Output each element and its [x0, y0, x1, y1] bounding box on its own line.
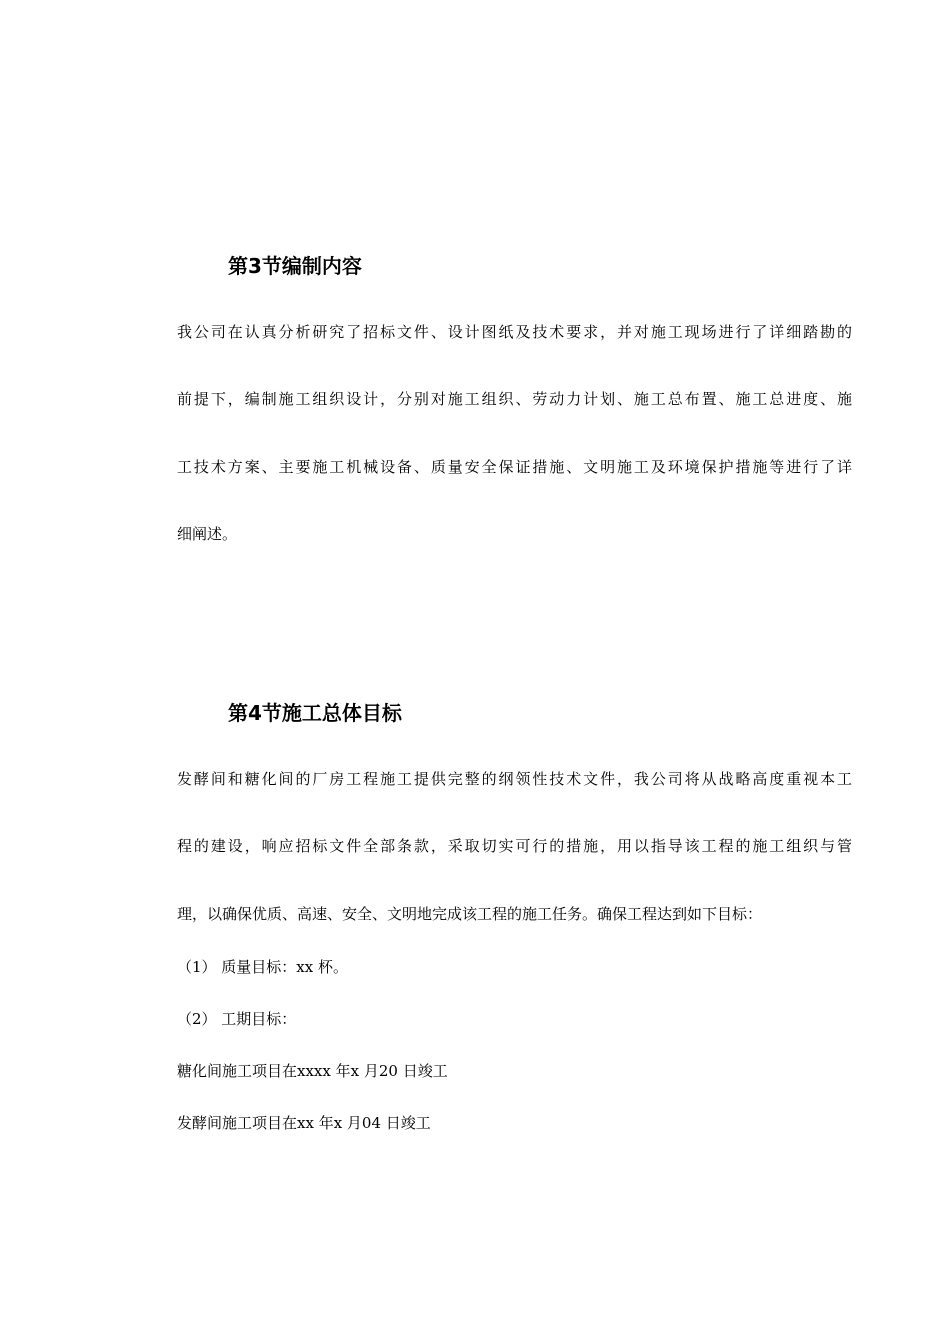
quality-target-item: （1） 质量目标：xx 杯。 — [177, 958, 348, 976]
section-4-heading: 第4节施工总体目标 — [228, 701, 402, 725]
section-3-paragraph-line-2: 前提下，编制施工组织设计，分别对施工组织、劳动力计划、施工总布置、施工总进度、施 — [177, 390, 852, 408]
schedule-target-item: （2） 工期目标： — [177, 1010, 297, 1028]
section-4-paragraph-line-1: 发酵间和糖化间的厂房工程施工提供完整的纲领性技术文件，我公司将从战略高度重视本工 — [177, 770, 852, 788]
section-4-paragraph-line-3: 理，以确保优质、高速、安全、文明地完成该工程的施工任务。确保工程达到如下目标： — [177, 905, 763, 923]
section-3-heading: 第3节编制内容 — [228, 254, 362, 278]
section-3-paragraph-line-4: 细阐述。 — [177, 525, 238, 543]
section-3-paragraph-line-1: 我公司在认真分析研究了招标文件、设计图纸及技术要求，并对施工现场进行了详细踏勘的 — [177, 323, 852, 341]
saccharification-completion-line: 糖化间施工项目在xxxx 年x 月20 日竣工 — [177, 1062, 448, 1080]
fermentation-completion-line: 发酵间施工项目在xx 年x 月04 日竣工 — [177, 1114, 431, 1132]
section-3-paragraph-line-3: 工技术方案、主要施工机械设备、质量安全保证措施、文明施工及环境保护措施等进行了详 — [177, 458, 852, 476]
section-4-paragraph-line-2: 程的建设，响应招标文件全部条款，采取切实可行的措施，用以指导该工程的施工组织与管 — [177, 837, 852, 855]
